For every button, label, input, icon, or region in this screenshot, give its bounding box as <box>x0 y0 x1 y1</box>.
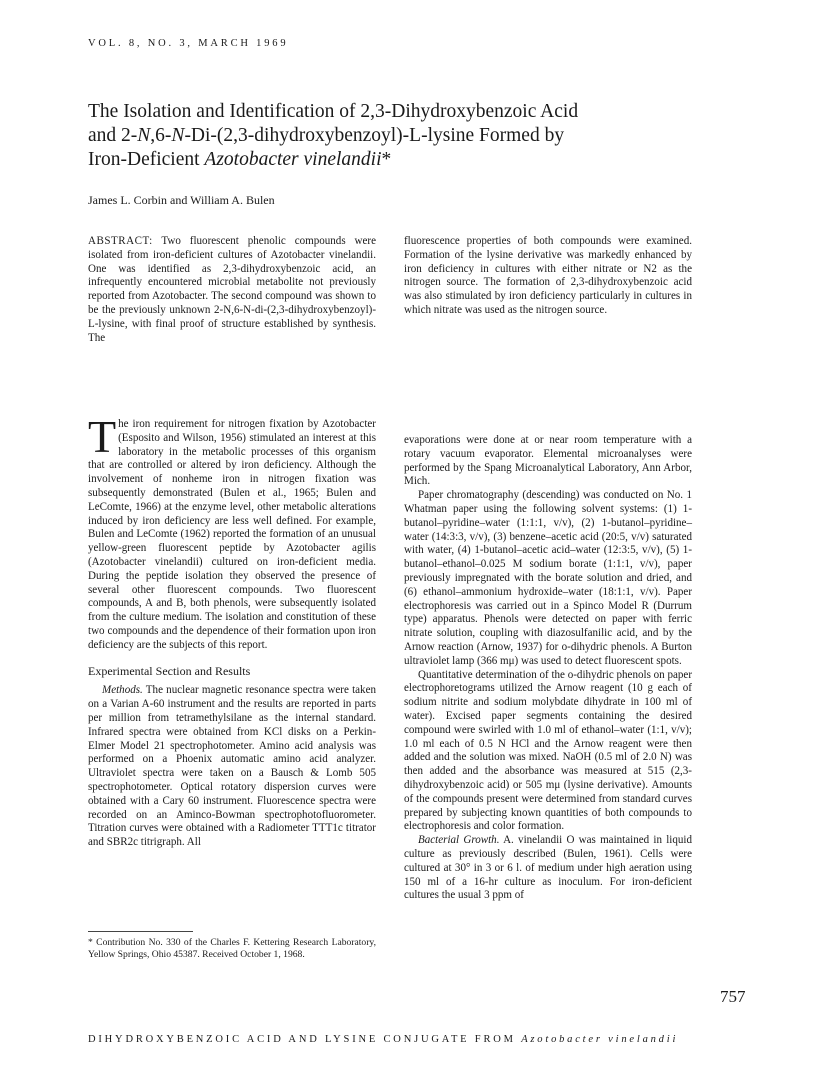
abstract-text-left: Two fluorescent phenolic compounds were isolated from iron-deficient cultures of Azotobacter vinelandii. One was identified as 2,3-dihydroxybenzoic acid, an infrequently encountered microbial metabolite not previously reported from Azotobacter. The second compound was shown to be the previously unknown 2-N,6-N-di-(2,3-dihydroxybenzoyl)-L-lysine, with final proof of structure established by synthesis. The <box>88 235 376 344</box>
paragraph-bacterial-growth: A. vinelandii O was maintained in liquid culture as previously described (Bulen, 1961). Cells were cultured at 30° in 3 or 6 l. of medium under high aeration using 150 ml of a 16-hr culture as inoculum. For iron-deficient cultures the usual 3 ppm of <box>404 834 692 902</box>
abstract-label: ABSTRACT: <box>88 235 153 247</box>
footnote-divider <box>88 931 193 932</box>
page-number: 757 <box>720 987 746 1006</box>
body-left-column <box>88 411 376 850</box>
title-line-1: The Isolation and Identification of 2,3-Dihydroxybenzoic Acid <box>88 101 579 122</box>
methods-label: Methods. <box>102 684 143 697</box>
running-head: VOL. 8, NO. 3, MARCH 1969 <box>88 38 289 49</box>
paragraph-chromatography: Paper chromatography (descending) was conducted on No. 1 Whatman paper using the following solvent systems: (1) 1-butanol–pyridine–water (1:1:1, v/v), (2) 1-butanol–pyridine–water (14:3:3, v/v), (3) benzene–acetic acid (20:5, v/v) saturated with water, (4) 1-butanol–acetic acid–water (12:3:5, v/v), (5) 1-butanol–ethanol–0.025 M sodium borate (1:1:1, v/v), paper previously impregnated with the borate solution and dried, and (6) ethanol–ammonium hydroxide–water (18:1:1, v/v). Paper electrophoresis was carried out in a Spinco Model R (Durrum type) apparatus. Phenols were detected on paper with ferric nitrate solution, coupling with diazosulfanilic acid, and by the Arnow reaction (Arnow, 1937) for o-dihydric phenols. A Burton ultraviolet lamp (366 mμ) was used to detect fluorescent spots. <box>404 489 692 667</box>
paragraph-evaporations: evaporations were done at or near room temperature with a rotary vacuum evaporator. Elemental microanalyses were performed by the Spang Microanalytical Laboratory, Ann Arbor, Mich. <box>404 434 692 488</box>
section-heading: Experimental Section and Results <box>88 663 251 678</box>
running-foot: DIHYDROXYBENZOIC ACID AND LYSINE CONJUGATE FROM Azotobacter vinelandii <box>88 1034 679 1045</box>
bacterial-growth-label: Bacterial Growth. <box>418 834 500 847</box>
body-right-column <box>404 434 692 903</box>
title-line-3: Iron-Deficient Azotobacter vinelandii* <box>88 149 392 170</box>
authors: James L. Corbin and William A. Bulen <box>88 193 275 207</box>
abstract-right-column <box>404 235 692 318</box>
paragraph-quantitative: Quantitative determination of the o-dihydric phenols on paper electrophoretograms utilized the Arnow reagent (10 g each of sodium nitrite and sodium molybdate dihydrate in 100 ml of water). Excised paper segments containing the desired compound were swirled with 1.0 ml of ethanol–water (1:1, v/v); 1.0 ml each of 0.5 N HCl and the Arnow reagent were then added and the solution was mixed. NaOH (0.5 ml of 2.0 N) was then added and the absorbance was measured at 515 (2,3-dihydroxybenzoic acid) or 505 mμ (lysine derivative). Amounts of the compounds present were determined from standard curves prepared by subjecting known quantities of both compounds to electrophoresis and color formation. <box>404 668 692 833</box>
methods-paragraph: The nuclear magnetic resonance spectra were taken on a Varian A-60 instrument and the results are reported in parts per million from tetramethylsilane as the internal standard. Infrared spectra were obtained from KCl disks on a Perkin-Elmer Model 21 spectrophotometer. Amino acid analysis was performed on a Phoenix automatic amino acid analyzer. Ultraviolet spectra were taken on a Bausch & Lomb 505 spectrophotometer. Optical rotatory dispersion curves were obtained with a Cary 60 instrument. Fluorescence spectra were recorded on an Aminco-Bowman spectrophotofluorometer. Titration curves were obtained with a Radiometer TTT1c titrator and SBR2c titrigraph. All <box>88 684 376 849</box>
footnote: * Contribution No. 330 of the Charles F. Kettering Research Laboratory, Yellow Springs, Ohio 45387. Received October 1, 1968. <box>88 937 376 960</box>
title-line-2: and 2-N,6-N-Di-(2,3-dihydroxybenzoyl)-L-lysine Formed by <box>88 125 565 146</box>
intro-paragraph: he iron requirement for nitrogen fixation by Azotobacter (Esposito and Wilson, 1956) stimulated an interest at this laboratory in the metabolic processes of this organism that are controlled or altered by iron deficiency. Although the involvement of nonheme iron in nitrogen fixation was subsequently demonstrated (Bulen et al., 1965; Bulen and LeComte, 1966) at the enzyme level, other metabolic alterations induced by iron deficiency are less well defined. For example, Bulen and LeComte (1962) reported the formation of an unusual yellow-green fluorescent peptide by Azotobacter agilis (Azotobacter vinelandii) cultured on iron-deficient media. During the peptide isolation they observed the presence of several other fluorescent compounds. Two fluorescent compounds, A and B, both phenols, were subsequently isolated from the culture medium. The isolation and constitution of these two compounds and the dependence of their formation upon iron deficiency are the subjects of this report. <box>88 418 376 651</box>
abstract-left-column <box>88 235 376 345</box>
article-title <box>88 100 708 172</box>
drop-cap: T <box>88 411 117 462</box>
abstract-text-right: fluorescence properties of both compounds were examined. Formation of the lysine derivative was markedly enhanced by iron deficiency in cultures with either nitrate or N2 as the nitrogen source. The formation of 2,3-dihydroxybenzoic acid was also stimulated by iron deficiency particularly in cultures in which nitrate was used as the nitrogen source. <box>404 235 692 316</box>
